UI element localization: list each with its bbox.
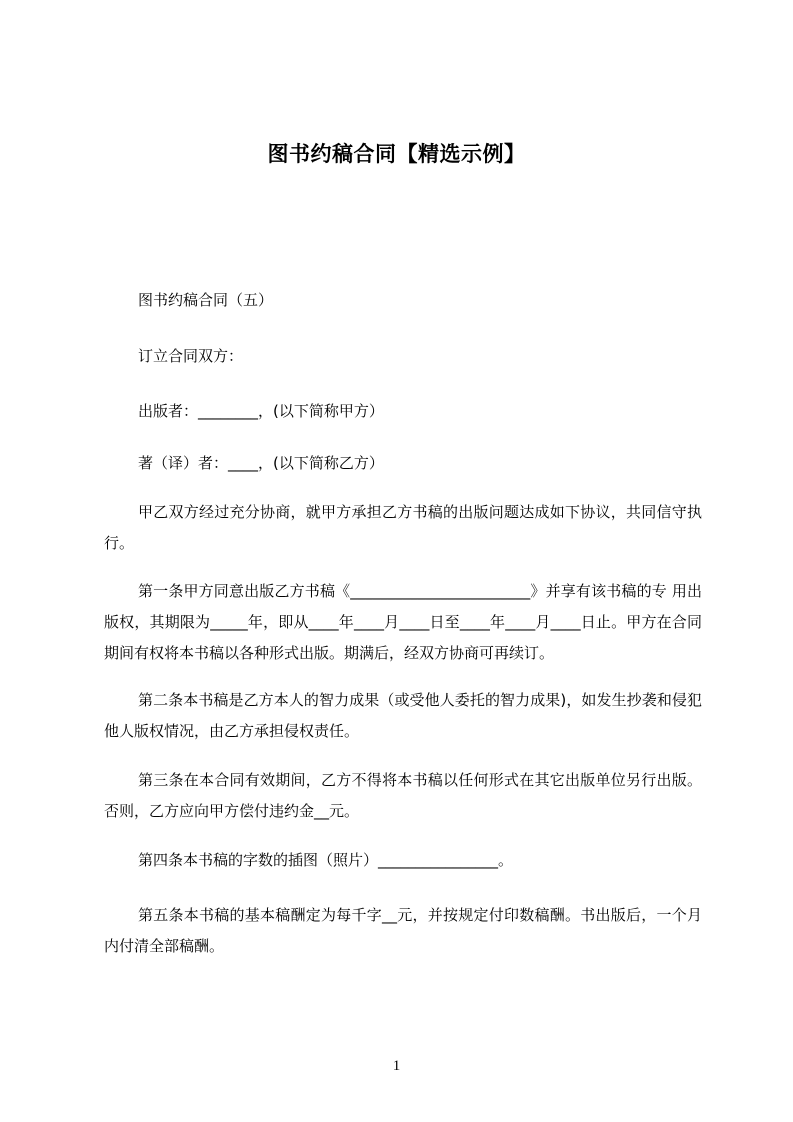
clause-3: 第三条在本合同有效期间，乙方不得将本书稿以任何形式在其它出版单位另行出版。否则，乙方应向甲方偿付违约金__元。	[104, 771, 702, 820]
clause-5: 第五条本书稿的基本稿酬定为每千字__元，并按规定付印数稿酬。书出版后，一个月内付清全部稿酬。	[104, 906, 702, 955]
document-title: 图书约稿合同【精选示例】	[267, 142, 526, 166]
preamble-paragraph: 甲乙双方经过充分协商，就甲方承担乙方书稿的出版问题达成如下协议，共同信守执行。	[104, 503, 702, 552]
contract-subtitle: 图书约稿合同（五）	[138, 291, 274, 309]
clause-4: 第四条本书稿的字数的插图（照片）________________。	[138, 851, 514, 869]
clause-2: 第二条本书稿是乙方本人的智力成果（或受他人委托的智力成果)，如发生抄袭和侵犯他人版权情况，由乙方承担侵权责任。	[104, 691, 702, 740]
clause-1: 第一条甲方同意出版乙方书稿《________________________》并享有该书稿的专 用出版权，其期限为_____年，即从____年____月____日至____年____月____日止。甲方在合同期间有权将本书稿以各种形式出版。期满后，经双方协商可再续订。	[104, 582, 702, 662]
author-line: 著（译）者：____，(以下简称乙方）	[138, 454, 384, 472]
parties-heading: 订立合同双方：	[138, 347, 244, 365]
page-number: 1	[392, 1058, 401, 1074]
publisher-line: 出版者：________，(以下简称甲方）	[138, 402, 384, 420]
